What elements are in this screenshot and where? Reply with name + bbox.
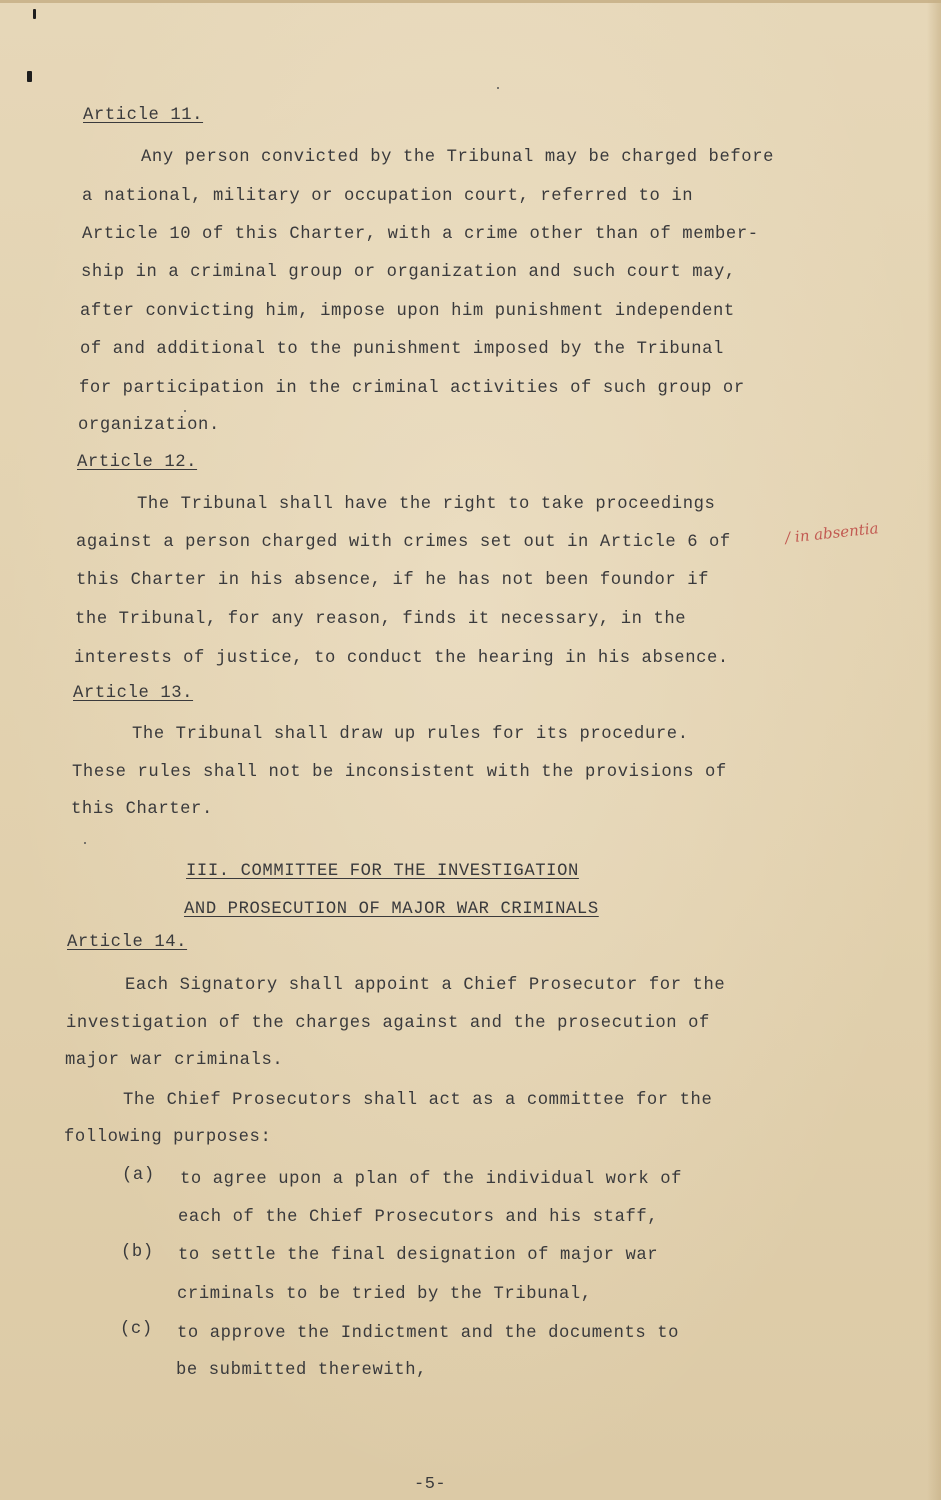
article-13-line: These rules shall not be inconsistent with the provisions of	[72, 763, 727, 782]
article-13-line: The Tribunal shall draw up rules for its procedure.	[132, 725, 689, 744]
punch-mark-top	[33, 9, 36, 19]
article-12-line: the Tribunal, for any reason, finds it necessary, in the	[75, 610, 687, 629]
article-14-paragraph-2-line: The Chief Prosecutors shall act as a committee for the	[123, 1091, 713, 1110]
article-12-line: interests of justice, to conduct the hearing in his absence.	[74, 649, 729, 668]
ink-speck	[184, 410, 186, 412]
list-item-text: each of the Chief Prosecutors and his staff,	[178, 1208, 659, 1227]
article-14-heading: Article 14.	[67, 933, 188, 952]
article-14-paragraph-1-line: major war criminals.	[65, 1051, 284, 1070]
list-item-text: be submitted therewith,	[176, 1361, 428, 1380]
section-3-title-line-2: AND PROSECUTION OF MAJOR WAR CRIMINALS	[184, 900, 599, 919]
article-12-line: against a person charged with crimes set out in Article 6 of	[76, 533, 731, 552]
page-number: -5-	[414, 1475, 447, 1494]
list-item-text: criminals to be tried by the Tribunal,	[177, 1285, 592, 1304]
article-12-line: The Tribunal shall have the right to take proceedings	[137, 495, 716, 514]
article-14-paragraph-1-line: Each Signatory shall appoint a Chief Prosecutor for the	[125, 976, 726, 995]
article-11-line: organization.	[78, 416, 220, 435]
article-13-heading: Article 13.	[73, 684, 194, 703]
list-item-text: to settle the final designation of major war	[178, 1246, 659, 1265]
article-11-line: after convicting him, impose upon him punishment independent	[80, 302, 735, 321]
ink-speck	[84, 842, 86, 844]
list-item-marker: (a)	[122, 1166, 155, 1185]
list-item-text: to approve the Indictment and the documents to	[177, 1324, 680, 1343]
article-11-line: of and additional to the punishment imposed by the Tribunal	[80, 340, 724, 359]
article-11-line: for participation in the criminal activities of such group or	[79, 379, 745, 398]
page-right-edge	[927, 0, 941, 1500]
article-14-paragraph-2-line: following purposes:	[64, 1128, 272, 1147]
article-11-heading: Article 11.	[83, 106, 204, 125]
punch-mark-lower	[27, 71, 32, 82]
handwritten-margin-note: / in absentia	[784, 519, 880, 547]
article-11-line: ship in a criminal group or organization and such court may,	[81, 263, 736, 282]
page-top-edge	[0, 0, 941, 3]
article-12-heading: Article 12.	[77, 453, 198, 472]
section-3-title-line-1: III. COMMITTEE FOR THE INVESTIGATION	[186, 862, 579, 881]
list-item-marker: (b)	[121, 1243, 154, 1262]
article-11-line: Article 10 of this Charter, with a crime other than of member-	[82, 225, 759, 244]
article-12-line: this Charter in his absence, if he has not been foundor if	[76, 571, 710, 590]
article-13-line: this Charter.	[71, 800, 213, 819]
ink-speck	[497, 87, 499, 89]
article-11-line: a national, military or occupation court, referred to in	[82, 187, 694, 206]
article-11-line: Any person convicted by the Tribunal may be charged before	[141, 148, 775, 167]
list-item-marker: (c)	[120, 1320, 153, 1339]
article-14-paragraph-1-line: investigation of the charges against and the prosecution of	[66, 1014, 710, 1033]
list-item-text: to agree upon a plan of the individual work of	[180, 1170, 683, 1189]
